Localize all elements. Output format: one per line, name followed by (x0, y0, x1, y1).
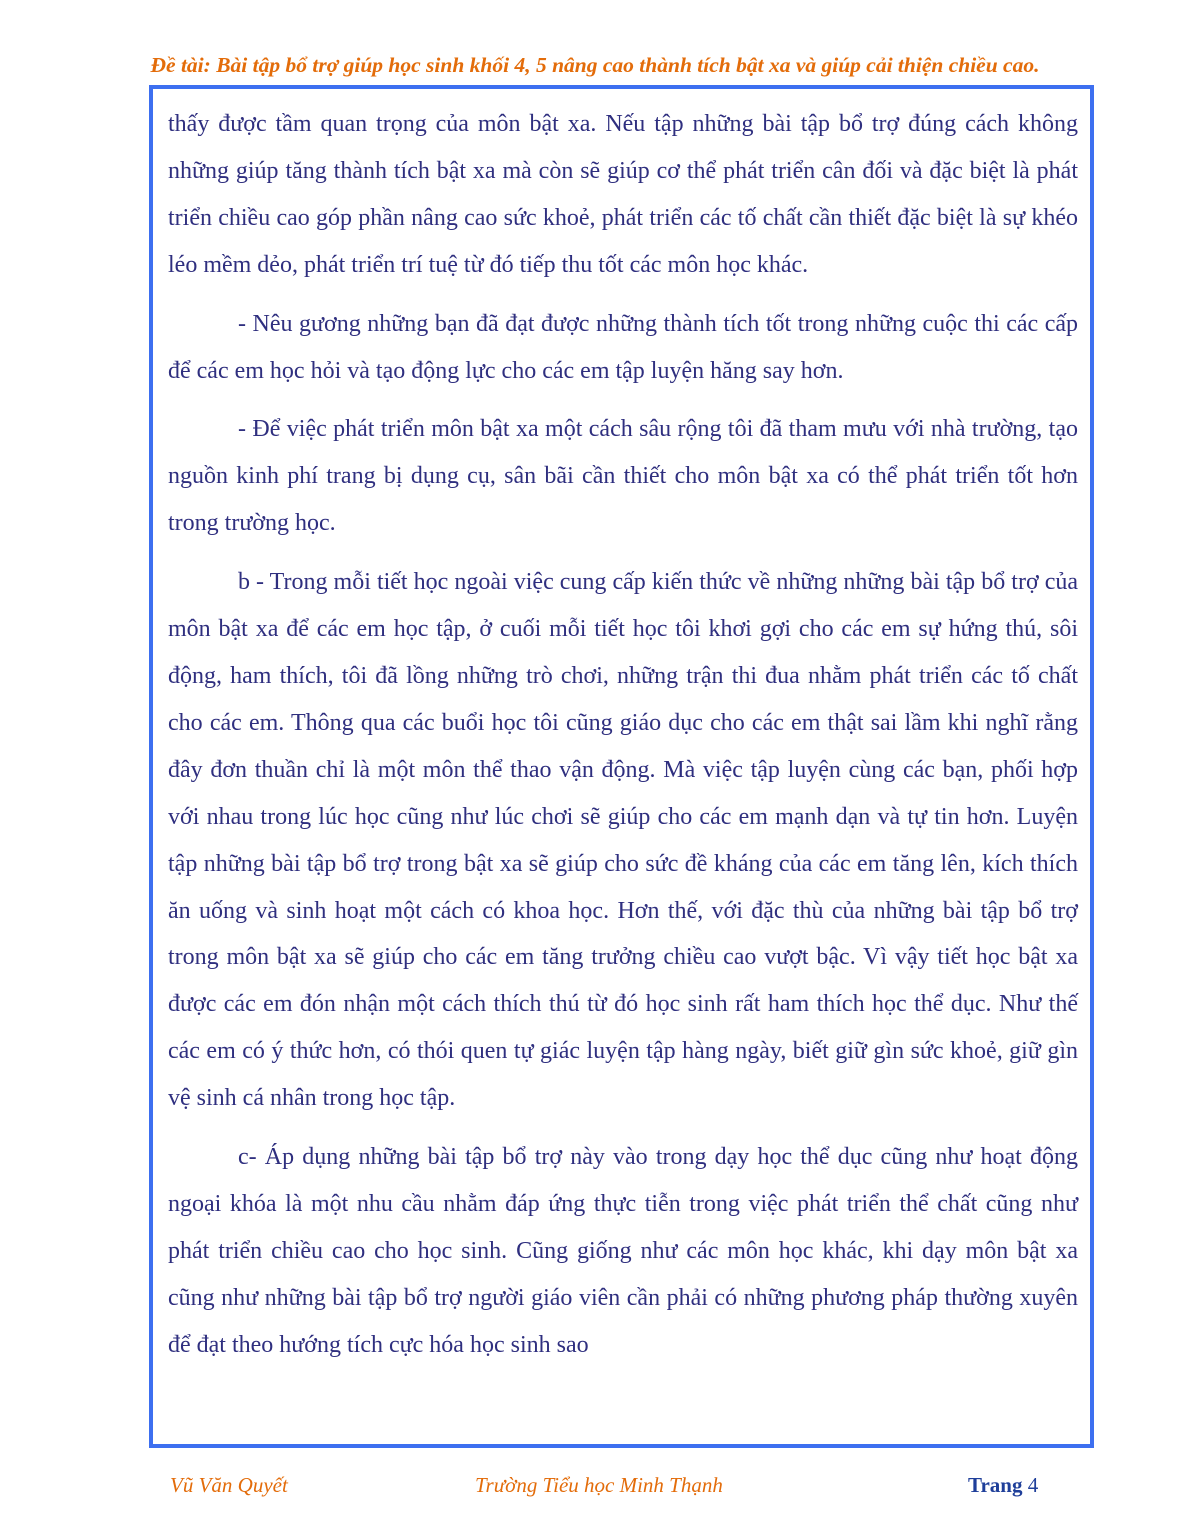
page-number: 4 (1027, 1473, 1039, 1497)
footer-school: Trường Tiểu học Minh Thạnh (475, 1473, 723, 1497)
paragraph-5: c- Áp dụng những bài tập bổ trợ này vào trong dạy học thể dục cũng như hoạt động ngoại khóa là một nhu cầu nhằm đáp ứng thực tiễn trong việc phát triển thể chất cũng như phát triển chiều cao cho học sinh. Cũng giống như các môn học khác, khi dạy môn bật xa cũng như những bài tập bổ trợ người giáo viên cần phải có những phương pháp thường xuyên để đạt theo hướng tích cực hóa học sinh sao (168, 1144, 1078, 1358)
paragraph-2: - Nêu gương những bạn đã đạt được những thành tích tốt trong những cuộc thi các cấp để các em học hỏi và tạo động lực cho các em tập luyện hăng say hơn. (168, 310, 1078, 384)
page-label: Trang (968, 1473, 1023, 1497)
body-text (168, 101, 1078, 1381)
paragraph-1: thấy được tầm quan trọng của môn bật xa. Nếu tập những bài tập bổ trợ đúng cách không những giúp tăng thành tích bật xa mà còn sẽ giúp cơ thể phát triển cân đối và đặc biệt là phát triển chiều cao góp phần nâng cao sức khoẻ, phát triển các tố chất cần thiết đặc biệt là sự khéo léo mềm dẻo, phát triển trí tuệ từ đó tiếp thu tốt các môn học khác. (168, 111, 1078, 278)
paragraph-3: - Để việc phát triển môn bật xa một cách sâu rộng tôi đã tham mưu với nhà trường, tạo nguồn kinh phí trang bị dụng cụ, sân bãi cần thiết cho môn bật xa có thể phát triển tốt hơn trong trường học. (168, 416, 1078, 537)
paragraph-4: b - Trong mỗi tiết học ngoài việc cung cấp kiến thức về những những bài tập bổ trợ của môn bật xa để các em học tập, ở cuối mỗi tiết học tôi khơi gợi cho các em sự hứng thú, sôi động, ham thích, tôi đã lồng những trò chơi, những trận thi đua nhằm phát triển các tố chất cho các em. Thông qua các buổi học tôi cũng giáo dục cho các em thật sai lầm khi nghĩ rằng đây đơn thuần chỉ là một môn thể thao vận động. Mà việc tập luyện cùng các bạn, phối hợp với nhau trong lúc học cũng như lúc chơi sẽ giúp cho các em mạnh dạn và tự tin hơn. Luyện tập những bài tập bổ trợ trong bật xa sẽ giúp cho sức đề kháng của các em tăng lên, kích thích ăn uống và sinh hoạt một cách có khoa học. Hơn thế, với đặc thù của những bài tập bổ trợ trong môn bật xa sẽ giúp cho các em tăng trưởng chiều cao vượt bậc. Vì vậy tiết học bật xa được các em đón nhận một cách thích thú từ đó học sinh rất ham thích học thể dục. Như thế các em có ý thức hơn, có thói quen tự giác luyện tập hàng ngày, biết giữ gìn sức khoẻ, giữ gìn vệ sinh cá nhân trong học tập. (168, 569, 1078, 1112)
footer-author: Vũ Văn Quyết (170, 1473, 288, 1497)
document-title: Đề tài: Bài tập bổ trợ giúp học sinh khối 4, 5 nâng cao thành tích bật xa và giúp cải thiện chiều cao. (150, 53, 1040, 77)
footer-page-number (968, 1470, 1038, 1500)
